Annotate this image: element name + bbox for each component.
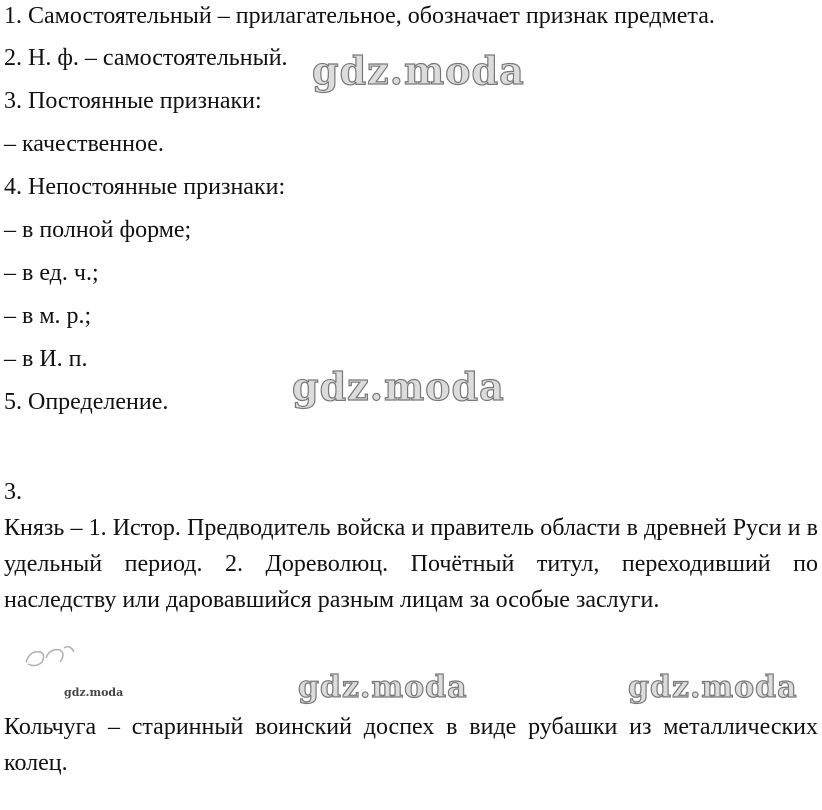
- analysis-line-1: 1. Самостоятельный – прилагательное, обозначает признак предмета.: [4, 3, 715, 29]
- analysis-line-2: 2. Н. ф. – самостоятельный.: [4, 45, 288, 71]
- watermark-small: gdz.moda: [64, 686, 124, 699]
- analysis-line-3: 3. Постоянные признаки:: [4, 88, 262, 114]
- analysis-line-6: – в полной форме;: [4, 217, 192, 243]
- watermark-logo: gdz.moda: [628, 670, 798, 705]
- task-number: 3.: [4, 479, 22, 505]
- stamp-mark: [20, 632, 80, 672]
- definition-kolchuga: Кольчуга – старинный воинский доспех в виде рубашки из металлических колец.: [4, 714, 818, 776]
- analysis-line-7: – в ед. ч.;: [4, 260, 99, 286]
- definition-knyaz: Князь – 1. Истор. Предводитель войска и правитель области в древней Руси и в удельный период. 2. Дореволюц. Почётный титул, переходивший по наследству или даровавшийся разным лицам за особые заслуги.: [4, 515, 818, 613]
- analysis-line-5: 4. Непостоянные признаки:: [4, 174, 286, 200]
- watermark-logo: gdz.moda: [298, 670, 468, 705]
- watermark-logo: gdz.moda: [312, 48, 525, 93]
- analysis-line-9: – в И. п.: [4, 346, 88, 372]
- analysis-line-10: 5. Определение.: [4, 389, 169, 415]
- analysis-line-8: – в м. р.;: [4, 303, 92, 329]
- analysis-line-4: – качественное.: [4, 131, 164, 157]
- watermark-logo: gdz.moda: [292, 364, 505, 409]
